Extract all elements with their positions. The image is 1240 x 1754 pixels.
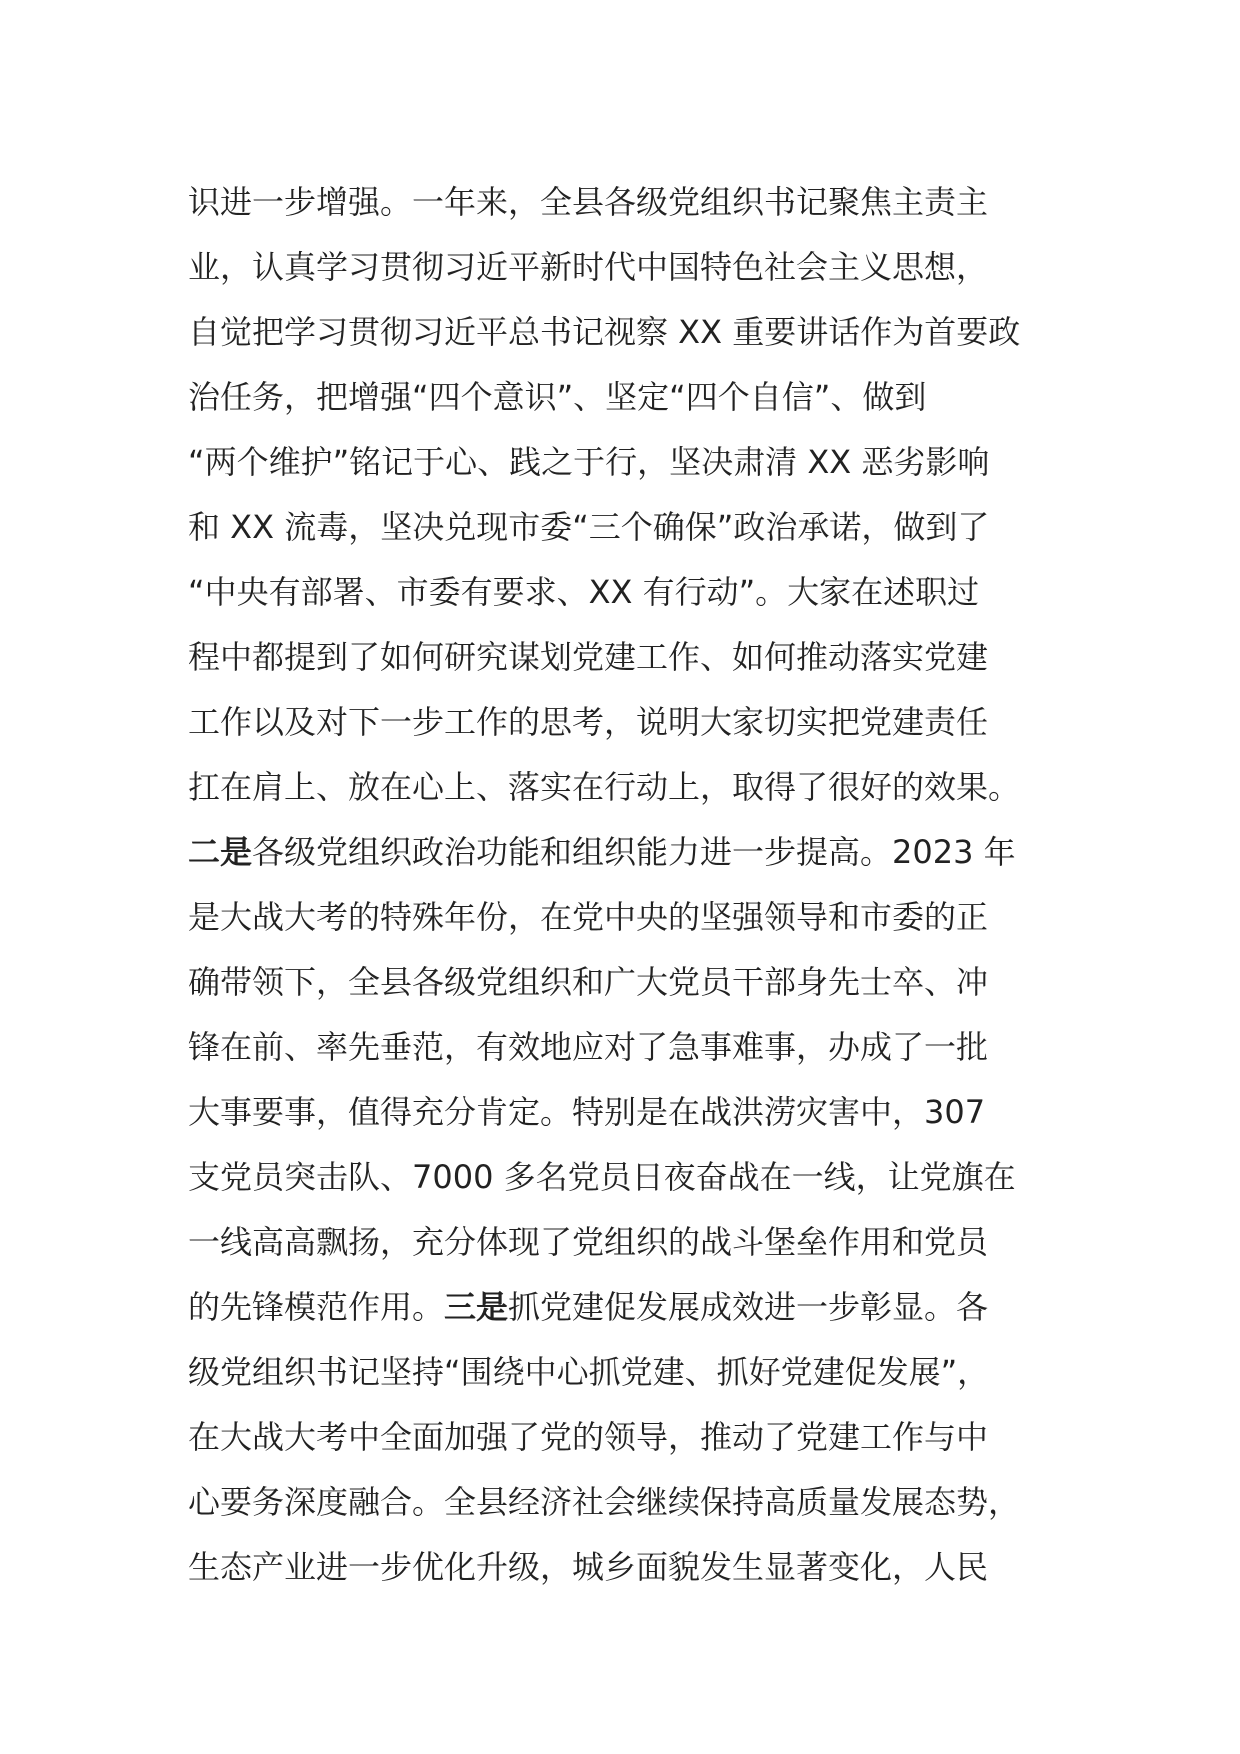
text-line [188,755,1068,820]
text-line [188,235,1068,300]
text-segment: 扛在肩上、放在心上、落实在行动上，取得了很好的效果。 [188,768,1021,806]
text-segment: 一线高高飘扬，充分体现了党组织的战斗堡垒作用和党员 [188,1223,989,1261]
text-line [188,300,1068,365]
text-segment: 生态产业进一步优化升级，城乡面貌发生显著变化，人民 [188,1548,989,1586]
text-line [188,1470,1068,1535]
text-line [188,495,1068,560]
text-line [188,690,1068,755]
text-segment: 确带领下，全县各级党组织和广大党员干部身先士卒、冲 [188,963,989,1001]
text-line [188,430,1068,495]
text-segment: 在大战大考中全面加强了党的领导，推动了党建工作与中 [188,1418,989,1456]
text-segment: 自觉把学习贯彻习近平总书记视察 XX 重要讲话作为首要政 [188,313,1021,351]
text-segment: 业，认真学习贯彻习近平新时代中国特色社会主义思想， [188,248,989,286]
text-segment: “中央有部署、市委有要求、XX 有行动”。大家在述职过 [188,573,980,611]
text-line [188,1145,1068,1210]
text-segment: 治任务，把增强“四个意识”、坚定“四个自信”、做到 [188,378,927,416]
text-line [188,1210,1068,1275]
text-segment: 锋在前、率先垂范，有效地应对了急事难事，办成了一批 [188,1028,989,1066]
text-segment: 程中都提到了如何研究谋划党建工作、如何推动落实党建 [188,638,989,676]
text-segment: 的先锋模范作用。 [188,1288,445,1326]
text-line [188,560,1068,625]
text-line [188,1535,1068,1600]
text-line [188,170,1068,235]
text-segment: 各级党组织政治功能和组织能力进一步提高。2023 年 [252,833,1016,871]
text-line [188,820,1068,885]
body-text [188,170,1068,1600]
text-line [188,1275,1068,1340]
text-line [188,1080,1068,1145]
bold-lead-phrase: 三是 [444,1288,509,1326]
text-line [188,1405,1068,1470]
text-line [188,365,1068,430]
text-segment: 和 XX 流毒，坚决兑现市委“三个确保”政治承诺，做到了 [188,508,990,546]
text-segment: 工作以及对下一步工作的思考，说明大家切实把党建责任 [188,703,989,741]
text-segment: 支党员突击队、7000 多名党员日夜奋战在一线，让党旗在 [188,1158,1016,1196]
text-line [188,625,1068,690]
text-segment: 心要务深度融合。全县经济社会继续保持高质量发展态势， [188,1483,1021,1521]
text-segment: 级党组织书记坚持“围绕中心抓党建、抓好党建促发展”， [188,1353,990,1391]
text-segment: 识进一步增强。一年来，全县各级党组织书记聚焦主责主 [188,183,989,221]
text-segment: 抓党建促发展成效进一步彰显。各 [508,1288,989,1326]
text-line [188,950,1068,1015]
text-line [188,1340,1068,1405]
text-line [188,885,1068,950]
text-segment: “两个维护”铭记于心、践之于行，坚决肃清 XX 恶劣影响 [188,443,990,481]
text-segment: 是大战大考的特殊年份，在党中央的坚强领导和市委的正 [188,898,989,936]
text-line [188,1015,1068,1080]
text-segment: 大事要事，值得充分肯定。特别是在战洪涝灾害中，307 [188,1093,986,1131]
bold-lead-phrase: 二是 [188,833,253,871]
